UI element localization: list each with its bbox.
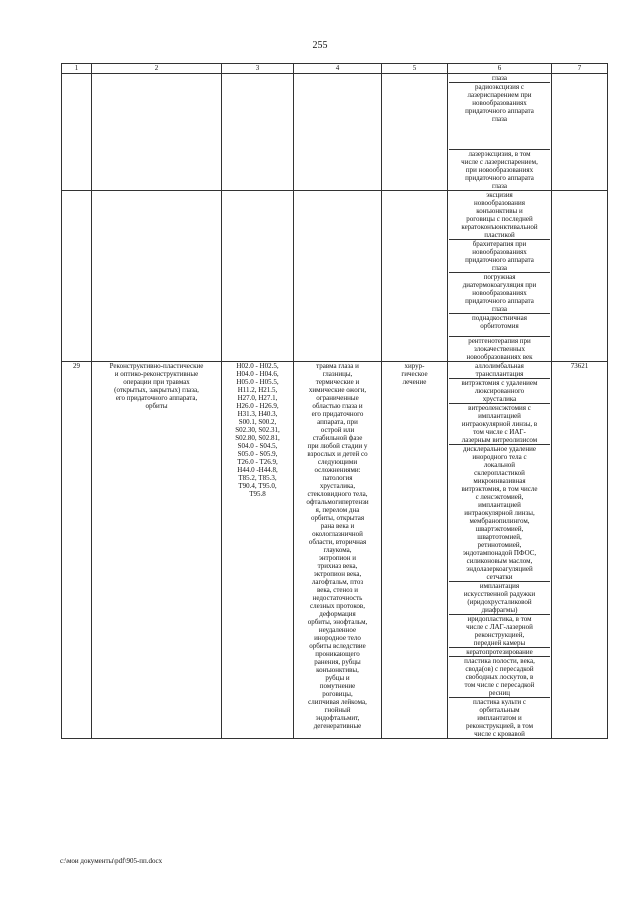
method-item: аллолимбальная трансплантация <box>449 362 550 379</box>
method-item: эксцизия новообразования конъюнктивы и роговицы с последней кератоконъюнктивальной пластикой <box>449 191 550 240</box>
method-item: витреоленсэктомия с имплантацией интраокулярной линзы, в том числе с ИАГ- лазерным витреолизисом <box>449 404 550 445</box>
diagnosis-codes: H02.0 - H02.5, H04.0 - H04.6, H05.0 - H05.5, H11.2, H21.5, H27.0, H27.1, H26.0 - H26.9, H31.3, H40.3, S00.1, S00.2, S02.30, S02.31, S02.80, S02.81, S04.0 - S04.5, S05.0 - S05.9, T26.0 - T26.9, H44.0 -H44.8, T85.2, T85.3, T90.4, T95.0, T95.8 <box>222 362 294 739</box>
table-row <box>62 362 608 739</box>
method-item: кератопротезирование <box>449 648 550 657</box>
methods-cell <box>448 74 552 191</box>
method-item: витрэктомия с удалением люксированного хрусталика <box>449 379 550 404</box>
column-header: 4 <box>294 64 382 74</box>
method-item: иридопластика, в том числе с ЛАГ-лазерной реконструкцией, передней камеры <box>449 615 550 648</box>
method-item: микроинвазивная витрэктомия, в том числе с ленсэктомией, имплантацией интраокулярной линзы, мембранопилингом, швартэктомией, швартотомией, ретинотомией, эндотампонадой ПФОС, силиконовым маслом, эндолазеркоагуляцией сетчатки <box>449 477 550 582</box>
column-header: 6 <box>448 64 552 74</box>
patient-model: травма глаза и глазницы, термические и химические ожоги, ограниченные областью глаза и его придаточного аппарата, при острой или стабильной фазе при любой стадии у взрослых и детей со следующими осложнениями: патология хрусталика, стекловидного тела, офтальмогипертензи я, перелом дна орбиты, открытая рана века и окологлазничной области, вторичная глаукома, энтропион и трихиаз века, эктропион века, лагофтальм, птоз века, стеноз и недостаточность слезных протоков, деформация орбиты, энофтальм, неудаленное инородное тело орбиты вследствие проникающего ранения, рубцы конъюнктивы, рубцы и помутнение роговицы, слипчивая лейкома, гнойный эндофтальмит, дегенеративные <box>294 362 382 739</box>
table-header-row <box>62 64 608 74</box>
column-header: 5 <box>382 64 448 74</box>
column-header: 3 <box>222 64 294 74</box>
method-item: лазерэксцизия, в том числе с лазериспарением, при новообразованиях придаточного аппарата глаза <box>461 150 538 190</box>
row-number: 29 <box>62 362 92 739</box>
method-item: погружная диатермокоагуляция при новообразованиях придаточного аппарата глаза <box>449 273 550 314</box>
file-path-footer: c:\мои документы\pdf\905-пп.docx <box>60 857 163 865</box>
method-item: глаза <box>449 74 550 83</box>
method-item: имплантация искусственной радужки (иридохрусталиковой диафрагмы) <box>449 582 550 615</box>
methods-cell <box>448 191 552 362</box>
procedure-name: Реконструктивно-пластические и оптико-реконструктивные операции при травмах (открытых, закрытых) глаза, его придаточного аппарата, орбиты <box>92 362 222 739</box>
method-item: рентгенотерапия при злокачественных новообразованиях век <box>466 337 533 361</box>
method-item: поднадкостничная орбитотомия <box>449 314 550 337</box>
column-header: 7 <box>552 64 608 74</box>
method-item: дисклеральное удаление инородного тела с локальной склеропластикой <box>463 445 536 477</box>
table-row <box>62 191 608 362</box>
price: 73621 <box>552 362 608 739</box>
table-row <box>62 74 608 191</box>
treatment-type: хирур- гическое лечение <box>382 362 448 739</box>
methods-cell <box>448 362 552 739</box>
column-header: 1 <box>62 64 92 74</box>
method-item: брахитерапия при новообразованиях придаточного аппарата глаза <box>449 240 550 273</box>
column-header: 2 <box>92 64 222 74</box>
page-number: 255 <box>312 40 328 51</box>
method-item: пластика полости, века, свода(ов) с пересадкой свободных лоскутов, в том числе с пересадкой ресниц <box>449 657 550 698</box>
method-item: радиоэксцизия с лазериспарением при новообразованиях придаточного аппарата глаза <box>449 83 550 150</box>
method-item: пластика культи с орбитальным имплантатом и реконструкцией, в том числе с кровавой <box>465 698 534 738</box>
procedure-table <box>61 63 608 739</box>
